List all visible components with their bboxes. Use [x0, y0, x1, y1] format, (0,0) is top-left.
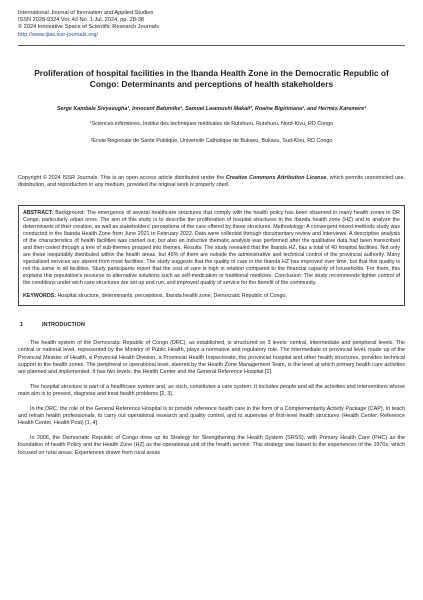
- intro-paragraph: The health system of the Democratic Republic of Congo (DRC), as established, is structured on 3 levels: central, intermediate and peripheral levels. The central or national level, represented by the Ministry of Public Health, plays a normative and regulatory role. The intermediate or provincial level, made up of the Provincial Minister of Health, a Provincial Health Division, a Provincial Health Inspectorate, the provincial hospital and other health structures, provides technical support to the health zones. The peripheral or operational level, steered by the Health Zone Management Team, is the level at which primary health care activities are planned and implemented. It has two levels: the Health Center and the General Reference Hospital [1].: [18, 340, 405, 375]
- copyright-text-after: , which permits unrestricted use, distribution, and reproduction in any medium, provided the original work is properly cited.: [18, 174, 406, 188]
- section-number: 1: [20, 322, 24, 329]
- affiliation-2: ²Ecole Régionale de Santé Publique, Université Catholique de Bukavu, Bukavu, Sud-Kivu, RD Congo: [90, 137, 333, 144]
- intro-paragraph: In the DRC, the role of the General Reference Hospital is to provide reference health care in the form of a Complementarity Activity Package (CAP), to teach and retrain health professionals, to carry out operational research and quality control, and to supervise of first-level health structures (Health Center, Reference Health Center, Health Post) [1, 4].: [18, 406, 405, 427]
- abstract: [23, 210, 400, 288]
- copyright-notice: [18, 175, 405, 189]
- intro-paragraph: In 2006, the Democratic Republic of Congo drew up its Strategy for Strengthening the Health System (SRSS), with Primary Health Care (PHC) as the foundation of health Policy and the Health Zone (HZ) as the operational unit of the health service. This strategy was based to the experiences of the 1970s, which focused on rural areas. Experiences drawn from rural areas: [18, 435, 405, 456]
- journal-url-link[interactable]: http://www.ijias.issr-journals.org/: [18, 31, 98, 38]
- section-title: INTRODUCTION: [42, 322, 85, 329]
- paper-title: Proliferation of hospital facilities in the Ibanda Health Zone in the Democratic Republic of Congo: Determinants and perceptions of health stakeholders: [34, 67, 389, 89]
- abstract-box: [18, 205, 405, 307]
- journal-name: International Journal of Innovation and Applied Studies: [18, 10, 154, 16]
- author-list: Serge Kambale Sivyavugha¹, Innocent Batumike², Samuel Lwamushi Makali², Roaine Bigirimana², and Hermès Karemere²: [56, 105, 367, 112]
- journal-copyright: © 2024 Innovative Space of Scientific Research Journals: [18, 24, 159, 31]
- keywords-text: Hospital structure, determinants, perceptions, Ibanda health zone, Democratic Republic of Congo.: [57, 293, 287, 300]
- affiliation-1: ¹Sciences infirmières, Institut des techniques médicales de Rutshuru, Rutshuru, Nord-Kivu, RD Congo: [89, 120, 334, 127]
- journal-issn: ISSN 2028-9324 Vol. 43 No. 1 Jul. 2024, pp. 28-38: [18, 17, 144, 24]
- keywords-label: KEYWORDS:: [23, 293, 56, 300]
- copyright-text-before: Copyright © 2024 ISSR Journals. This is an open access article distributed under the: [18, 174, 227, 181]
- keywords: [23, 293, 400, 300]
- journal-header: [18, 10, 405, 39]
- section-heading: [18, 322, 405, 328]
- header-rule: [18, 45, 405, 46]
- license-name: Creative Commons Attribution License: [226, 174, 327, 181]
- intro-paragraph: The hospital structure is part of a healthcare system and, as such, constitutes a care system. It includes people and all the activities and interventions whose main aim is to prevent, diagnose and treat health problems [2, 3].: [18, 383, 405, 397]
- abstract-label: ABSTRACT:: [23, 209, 54, 216]
- abstract-text: Background: The emergence of several healthcare structures that comply with the health policy has been observed in many health zones in DR Congo, particularly urban ones. The aim of this study is to describe the proliferation of hospital structures in the Ibanda health zone (HZ) and to analyze the determinants of their creation, as well as stakeholders' perceptions of the care offered by these structures. Methodology: A convergent mixed-methods study was conducted in the Ibanda Health Zone from June 2021 to February 2022. Data were collected through documentary review and interviews. A descriptive analysis of the characteristics of health facilities was carried out; but also an inductive thematic analysis was performed after the qualitative data had been transcribed and then coded through a tree of sub-themes grouped into themes. Results: The study revealed that the Ibanda HZ, has a total of 40 hospital facilities. Not only are these inequitably distributed within the health areas, but 45% of them are outside the administrative and technical control of the provincial authority. Many specialized services are absent from most facilities. The study suggests that the quality of care in the Ibanda HZ has improved over time, but that this quality is not the same in all facilities. Study participants report that the cost of care is high in relation compared to the financial capacity of households. For them, this explains this population's recourse to alternative solutions such as self-medication or traditional medicine. Conclusion: The study recommends tighter control of the conditions under wich care structures are set up and run, and improved quality of service for the benefit of the community.: [23, 209, 400, 287]
